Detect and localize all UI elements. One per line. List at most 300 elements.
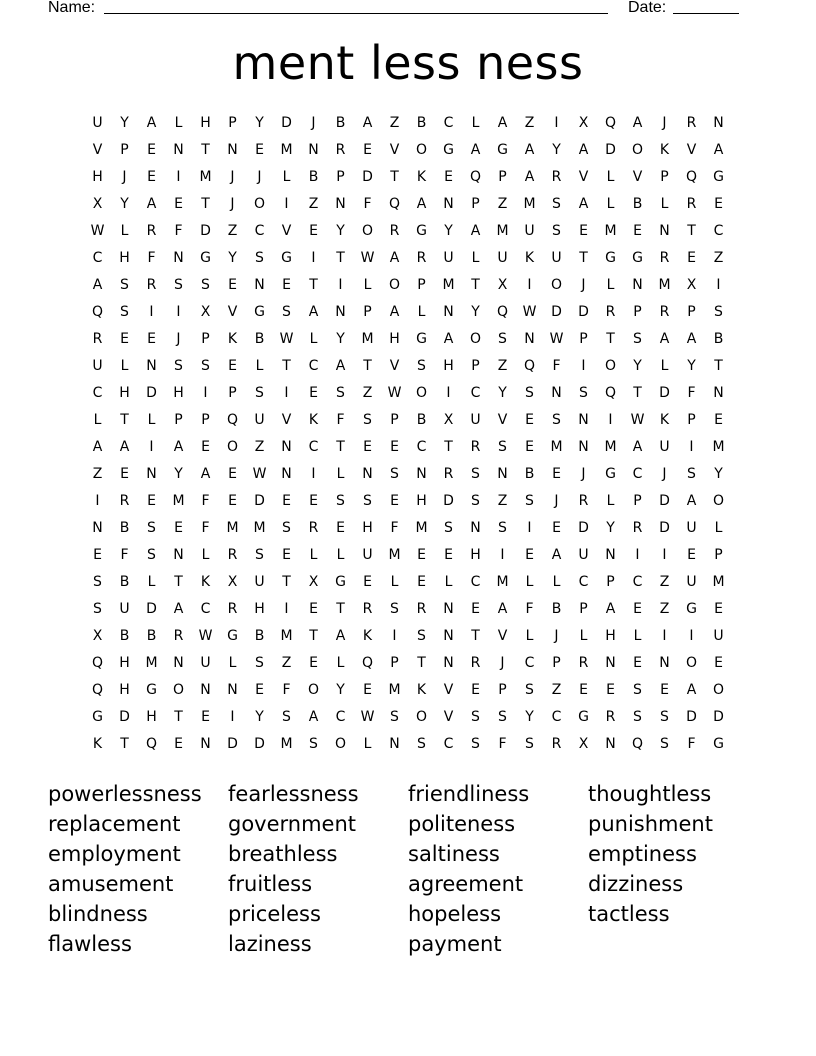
grid-cell[interactable]: K (227, 331, 238, 347)
grid-cell[interactable]: H (146, 709, 157, 725)
grid-cell[interactable]: E (228, 466, 237, 482)
grid-cell[interactable]: T (282, 358, 291, 374)
grid-cell[interactable]: I (716, 277, 721, 293)
grid-cell[interactable]: O (415, 385, 428, 401)
grid-cell[interactable]: T (120, 412, 129, 428)
grid-cell[interactable]: O (469, 331, 482, 347)
grid-cell[interactable]: B (254, 331, 265, 347)
grid-cell[interactable]: A (335, 628, 346, 644)
grid-cell[interactable]: S (471, 493, 480, 509)
grid-cell[interactable]: Q (388, 196, 401, 212)
grid-cell[interactable]: N (227, 142, 238, 158)
grid-cell[interactable]: W (630, 412, 645, 428)
grid-cell[interactable]: A (416, 196, 427, 212)
grid-cell[interactable]: E (174, 736, 183, 752)
grid-cell[interactable]: E (471, 601, 480, 617)
grid-cell[interactable]: U (362, 547, 373, 563)
grid-cell[interactable]: R (362, 601, 373, 617)
grid-cell[interactable]: P (498, 682, 507, 698)
grid-cell[interactable]: E (363, 574, 372, 590)
grid-cell[interactable]: S (552, 412, 561, 428)
grid-cell[interactable]: R (470, 655, 481, 671)
grid-cell[interactable]: Y (120, 196, 129, 212)
grid-cell[interactable]: J (230, 169, 235, 185)
grid-cell[interactable]: X (200, 304, 211, 320)
grid-cell[interactable]: C (470, 574, 481, 590)
grid-cell[interactable]: S (687, 466, 696, 482)
grid-cell[interactable]: E (201, 709, 210, 725)
grid-cell[interactable]: J (230, 196, 235, 212)
grid-cell[interactable]: H (362, 520, 373, 536)
grid-cell[interactable]: E (714, 601, 723, 617)
grid-cell[interactable]: P (228, 385, 237, 401)
grid-cell[interactable]: A (686, 331, 697, 347)
grid-cell[interactable]: K (362, 628, 373, 644)
grid-cell[interactable]: I (149, 439, 154, 455)
grid-cell[interactable]: I (581, 358, 586, 374)
grid-cell[interactable]: L (201, 547, 210, 563)
grid-cell[interactable]: L (525, 628, 534, 644)
grid-cell[interactable]: Q (604, 385, 617, 401)
grid-cell[interactable]: G (146, 682, 157, 698)
grid-cell[interactable]: L (714, 520, 723, 536)
grid-cell[interactable]: B (146, 628, 157, 644)
grid-cell[interactable]: T (417, 655, 426, 671)
grid-cell[interactable]: Z (524, 115, 535, 131)
grid-cell[interactable]: X (308, 574, 319, 590)
grid-cell[interactable]: M (280, 736, 293, 752)
grid-cell[interactable]: S (390, 709, 399, 725)
grid-cell[interactable]: M (361, 331, 374, 347)
grid-cell[interactable]: V (686, 142, 697, 158)
grid-cell[interactable]: W (90, 223, 105, 239)
grid-cell[interactable]: T (687, 223, 696, 239)
grid-cell[interactable]: A (632, 439, 643, 455)
grid-cell[interactable]: N (443, 628, 454, 644)
grid-cell[interactable]: N (173, 655, 184, 671)
grid-cell[interactable]: Q (145, 736, 158, 752)
grid-cell[interactable]: V (92, 142, 103, 158)
grid-cell[interactable]: B (632, 196, 643, 212)
grid-cell[interactable]: C (443, 736, 454, 752)
grid-cell[interactable]: O (604, 358, 617, 374)
grid-cell[interactable]: B (551, 601, 562, 617)
grid-cell[interactable]: D (605, 142, 616, 158)
grid-cell[interactable]: M (550, 439, 563, 455)
grid-cell[interactable]: S (660, 736, 669, 752)
grid-cell[interactable]: T (336, 250, 345, 266)
grid-cell[interactable]: T (444, 439, 453, 455)
grid-cell[interactable]: Q (91, 304, 104, 320)
grid-cell[interactable]: K (200, 574, 211, 590)
grid-cell[interactable]: Y (498, 385, 507, 401)
grid-cell[interactable]: E (228, 277, 237, 293)
grid-cell[interactable]: C (308, 358, 319, 374)
grid-cell[interactable]: P (228, 115, 237, 131)
grid-cell[interactable]: E (255, 142, 264, 158)
grid-cell[interactable]: E (282, 547, 291, 563)
grid-cell[interactable]: A (173, 601, 184, 617)
grid-cell[interactable]: T (714, 358, 723, 374)
grid-cell[interactable]: I (203, 385, 208, 401)
grid-cell[interactable]: E (552, 520, 561, 536)
grid-cell[interactable]: A (551, 547, 562, 563)
grid-cell[interactable]: B (308, 169, 319, 185)
grid-cell[interactable]: L (336, 547, 345, 563)
grid-cell[interactable]: U (92, 115, 103, 131)
grid-cell[interactable]: H (173, 385, 184, 401)
grid-cell[interactable]: F (363, 196, 372, 212)
grid-cell[interactable]: L (525, 574, 534, 590)
grid-cell[interactable]: Q (226, 412, 239, 428)
grid-cell[interactable]: U (200, 655, 211, 671)
grid-cell[interactable]: L (363, 736, 372, 752)
grid-cell[interactable]: T (390, 169, 399, 185)
grid-cell[interactable]: R (578, 655, 589, 671)
grid-cell[interactable]: L (444, 574, 453, 590)
grid-cell[interactable]: H (119, 385, 130, 401)
grid-cell[interactable]: I (95, 493, 100, 509)
grid-cell[interactable]: S (660, 709, 669, 725)
grid-cell[interactable]: P (336, 169, 345, 185)
grid-cell[interactable]: H (119, 655, 130, 671)
grid-cell[interactable]: F (174, 223, 183, 239)
grid-cell[interactable]: E (336, 520, 345, 536)
grid-cell[interactable]: L (660, 196, 669, 212)
grid-cell[interactable]: C (254, 223, 265, 239)
grid-cell[interactable]: L (147, 412, 156, 428)
grid-cell[interactable]: E (579, 223, 588, 239)
grid-cell[interactable]: A (146, 196, 157, 212)
grid-cell[interactable]: S (282, 709, 291, 725)
grid-cell[interactable]: S (201, 358, 210, 374)
date-blank-line[interactable] (673, 13, 739, 14)
grid-cell[interactable]: Y (525, 709, 534, 725)
grid-cell[interactable]: R (173, 628, 184, 644)
grid-cell[interactable]: Z (551, 682, 562, 698)
grid-cell[interactable]: A (443, 331, 454, 347)
grid-cell[interactable]: L (255, 358, 264, 374)
grid-cell[interactable]: P (471, 358, 480, 374)
grid-cell[interactable]: G (497, 142, 508, 158)
grid-cell[interactable]: E (579, 682, 588, 698)
grid-cell[interactable]: U (470, 412, 481, 428)
grid-cell[interactable]: O (307, 682, 320, 698)
grid-cell[interactable]: N (497, 466, 508, 482)
grid-cell[interactable]: D (362, 169, 373, 185)
grid-cell[interactable]: R (308, 520, 319, 536)
grid-cell[interactable]: U (713, 628, 724, 644)
grid-cell[interactable]: A (605, 601, 616, 617)
grid-cell[interactable]: S (525, 682, 534, 698)
grid-cell[interactable]: S (147, 520, 156, 536)
grid-cell[interactable]: A (686, 682, 697, 698)
grid-cell[interactable]: I (311, 466, 316, 482)
grid-cell[interactable]: D (254, 736, 265, 752)
grid-cell[interactable]: M (496, 574, 509, 590)
grid-cell[interactable]: A (713, 142, 724, 158)
grid-cell[interactable]: F (336, 412, 345, 428)
grid-cell[interactable]: E (174, 196, 183, 212)
grid-cell[interactable]: K (659, 412, 670, 428)
grid-cell[interactable]: E (525, 439, 534, 455)
grid-cell[interactable]: T (120, 736, 129, 752)
grid-cell[interactable]: R (578, 493, 589, 509)
grid-cell[interactable]: E (363, 682, 372, 698)
grid-cell[interactable]: N (470, 520, 481, 536)
grid-cell[interactable]: O (334, 736, 347, 752)
grid-cell[interactable]: R (146, 277, 157, 293)
grid-cell[interactable]: W (360, 250, 375, 266)
grid-cell[interactable]: Y (336, 331, 345, 347)
grid-cell[interactable]: J (662, 466, 667, 482)
grid-cell[interactable]: V (281, 223, 292, 239)
grid-cell[interactable]: P (174, 412, 183, 428)
grid-cell[interactable]: J (176, 331, 181, 347)
grid-cell[interactable]: Q (91, 682, 104, 698)
grid-cell[interactable]: E (147, 493, 156, 509)
grid-cell[interactable]: Y (633, 358, 642, 374)
grid-cell[interactable]: S (417, 628, 426, 644)
grid-cell[interactable]: E (390, 493, 399, 509)
grid-cell[interactable]: A (578, 196, 589, 212)
grid-cell[interactable]: F (120, 547, 129, 563)
grid-cell[interactable]: R (227, 547, 238, 563)
grid-cell[interactable]: M (712, 439, 725, 455)
grid-cell[interactable]: S (552, 196, 561, 212)
grid-cell[interactable]: N (281, 439, 292, 455)
grid-cell[interactable]: S (282, 304, 291, 320)
grid-cell[interactable]: X (686, 277, 697, 293)
grid-cell[interactable]: Y (444, 223, 453, 239)
grid-cell[interactable]: L (606, 493, 615, 509)
grid-cell[interactable]: K (524, 250, 535, 266)
grid-cell[interactable]: B (416, 115, 427, 131)
grid-cell[interactable]: K (416, 169, 427, 185)
grid-cell[interactable]: P (552, 655, 561, 671)
grid-cell[interactable]: L (336, 466, 345, 482)
grid-cell[interactable]: R (686, 196, 697, 212)
grid-cell[interactable]: E (309, 223, 318, 239)
grid-cell[interactable]: D (200, 223, 211, 239)
grid-cell[interactable]: M (604, 223, 617, 239)
grid-cell[interactable]: N (146, 358, 157, 374)
grid-cell[interactable]: L (606, 196, 615, 212)
grid-cell[interactable]: A (389, 304, 400, 320)
grid-cell[interactable]: E (633, 655, 642, 671)
grid-cell[interactable]: J (662, 115, 667, 131)
grid-cell[interactable]: N (443, 655, 454, 671)
grid-cell[interactable]: S (120, 277, 129, 293)
grid-cell[interactable]: A (119, 439, 130, 455)
grid-cell[interactable]: M (199, 169, 212, 185)
grid-cell[interactable]: Z (497, 358, 508, 374)
grid-cell[interactable]: R (227, 601, 238, 617)
grid-cell[interactable]: I (176, 169, 181, 185)
grid-cell[interactable]: Y (255, 709, 264, 725)
grid-cell[interactable]: R (632, 520, 643, 536)
grid-cell[interactable]: N (335, 196, 346, 212)
grid-cell[interactable]: A (497, 115, 508, 131)
grid-cell[interactable]: S (255, 250, 264, 266)
grid-cell[interactable]: I (554, 115, 559, 131)
grid-cell[interactable]: N (173, 142, 184, 158)
grid-cell[interactable]: Y (255, 115, 264, 131)
grid-cell[interactable]: I (284, 601, 289, 617)
grid-cell[interactable]: S (201, 277, 210, 293)
grid-cell[interactable]: N (227, 682, 238, 698)
grid-cell[interactable]: I (689, 439, 694, 455)
grid-cell[interactable]: D (659, 493, 670, 509)
grid-cell[interactable]: G (227, 628, 238, 644)
grid-cell[interactable]: A (200, 466, 211, 482)
grid-cell[interactable]: P (579, 331, 588, 347)
grid-cell[interactable]: Q (685, 169, 698, 185)
grid-cell[interactable]: G (578, 709, 589, 725)
grid-cell[interactable]: S (255, 547, 264, 563)
grid-cell[interactable]: L (606, 169, 615, 185)
grid-cell[interactable]: S (336, 493, 345, 509)
grid-cell[interactable]: E (309, 493, 318, 509)
grid-cell[interactable]: F (687, 736, 696, 752)
grid-cell[interactable]: J (554, 628, 559, 644)
grid-cell[interactable]: L (174, 115, 183, 131)
grid-cell[interactable]: A (173, 439, 184, 455)
grid-cell[interactable]: N (416, 466, 427, 482)
grid-cell[interactable]: H (200, 115, 211, 131)
grid-cell[interactable]: L (147, 574, 156, 590)
grid-cell[interactable]: E (471, 682, 480, 698)
grid-cell[interactable]: X (578, 736, 589, 752)
grid-cell[interactable]: E (714, 412, 723, 428)
grid-cell[interactable]: T (336, 601, 345, 617)
grid-cell[interactable]: M (172, 493, 185, 509)
grid-cell[interactable]: P (606, 574, 615, 590)
grid-cell[interactable]: I (689, 628, 694, 644)
grid-cell[interactable]: E (444, 547, 453, 563)
grid-cell[interactable]: N (605, 547, 616, 563)
grid-cell[interactable]: O (226, 439, 239, 455)
grid-cell[interactable]: L (471, 115, 480, 131)
grid-cell[interactable]: I (527, 520, 532, 536)
grid-cell[interactable]: J (257, 169, 262, 185)
grid-cell[interactable]: Z (659, 574, 670, 590)
grid-cell[interactable]: L (228, 655, 237, 671)
grid-cell[interactable]: I (311, 250, 316, 266)
grid-cell[interactable]: E (228, 493, 237, 509)
grid-cell[interactable]: N (443, 601, 454, 617)
grid-cell[interactable]: R (389, 223, 400, 239)
grid-cell[interactable]: M (388, 547, 401, 563)
grid-cell[interactable]: Z (308, 196, 319, 212)
grid-cell[interactable]: F (282, 682, 291, 698)
grid-cell[interactable]: L (309, 547, 318, 563)
grid-cell[interactable]: C (416, 439, 427, 455)
grid-cell[interactable]: C (470, 385, 481, 401)
grid-cell[interactable]: S (633, 709, 642, 725)
grid-cell[interactable]: M (145, 655, 158, 671)
grid-cell[interactable]: R (551, 169, 562, 185)
grid-cell[interactable]: E (714, 196, 723, 212)
grid-cell[interactable]: S (174, 358, 183, 374)
grid-cell[interactable]: E (606, 682, 615, 698)
grid-cell[interactable]: T (471, 277, 480, 293)
grid-cell[interactable]: N (443, 304, 454, 320)
grid-cell[interactable]: S (417, 358, 426, 374)
grid-cell[interactable]: M (226, 520, 239, 536)
grid-cell[interactable]: G (281, 250, 292, 266)
grid-cell[interactable]: P (498, 169, 507, 185)
grid-cell[interactable]: I (392, 628, 397, 644)
grid-cell[interactable]: U (578, 547, 589, 563)
grid-cell[interactable]: O (550, 277, 563, 293)
grid-cell[interactable]: W (252, 466, 267, 482)
grid-cell[interactable]: J (581, 466, 586, 482)
grid-cell[interactable]: N (200, 682, 211, 698)
grid-cell[interactable]: S (471, 736, 480, 752)
grid-cell[interactable]: Z (497, 493, 508, 509)
grid-cell[interactable]: W (360, 709, 375, 725)
grid-cell[interactable]: L (633, 628, 642, 644)
grid-cell[interactable]: O (415, 709, 428, 725)
grid-cell[interactable]: G (686, 601, 697, 617)
grid-cell[interactable]: C (713, 223, 724, 239)
grid-cell[interactable]: A (686, 493, 697, 509)
grid-cell[interactable]: Y (552, 142, 561, 158)
grid-cell[interactable]: N (524, 331, 535, 347)
grid-cell[interactable]: A (578, 142, 589, 158)
grid-cell[interactable]: E (282, 277, 291, 293)
grid-cell[interactable]: Z (659, 601, 670, 617)
grid-cell[interactable]: S (390, 601, 399, 617)
grid-cell[interactable]: S (633, 682, 642, 698)
grid-cell[interactable]: A (146, 115, 157, 131)
grid-cell[interactable]: N (308, 142, 319, 158)
grid-cell[interactable]: R (335, 142, 346, 158)
grid-cell[interactable]: B (119, 520, 130, 536)
grid-cell[interactable]: T (201, 196, 210, 212)
grid-cell[interactable]: E (93, 547, 102, 563)
grid-cell[interactable]: E (147, 331, 156, 347)
grid-cell[interactable]: Y (687, 358, 696, 374)
grid-cell[interactable]: P (633, 493, 642, 509)
grid-cell[interactable]: I (338, 277, 343, 293)
grid-cell[interactable]: F (498, 736, 507, 752)
grid-cell[interactable]: X (578, 115, 589, 131)
grid-cell[interactable]: C (578, 574, 589, 590)
grid-cell[interactable]: V (389, 142, 400, 158)
grid-cell[interactable]: U (524, 223, 535, 239)
grid-cell[interactable]: I (284, 385, 289, 401)
grid-cell[interactable]: Q (361, 655, 374, 671)
grid-cell[interactable]: N (605, 655, 616, 671)
grid-cell[interactable]: F (687, 385, 696, 401)
grid-cell[interactable]: H (443, 358, 454, 374)
grid-cell[interactable]: S (363, 493, 372, 509)
grid-cell[interactable]: A (659, 331, 670, 347)
grid-cell[interactable]: C (200, 601, 211, 617)
grid-cell[interactable]: Y (336, 223, 345, 239)
grid-cell[interactable]: N (200, 736, 211, 752)
grid-cell[interactable]: C (632, 574, 643, 590)
grid-cell[interactable]: N (335, 304, 346, 320)
grid-cell[interactable]: T (633, 385, 642, 401)
grid-cell[interactable]: N (362, 466, 373, 482)
grid-cell[interactable]: O (631, 142, 644, 158)
name-blank-line[interactable] (104, 13, 608, 14)
grid-cell[interactable]: P (471, 196, 480, 212)
grid-cell[interactable]: H (254, 601, 265, 617)
